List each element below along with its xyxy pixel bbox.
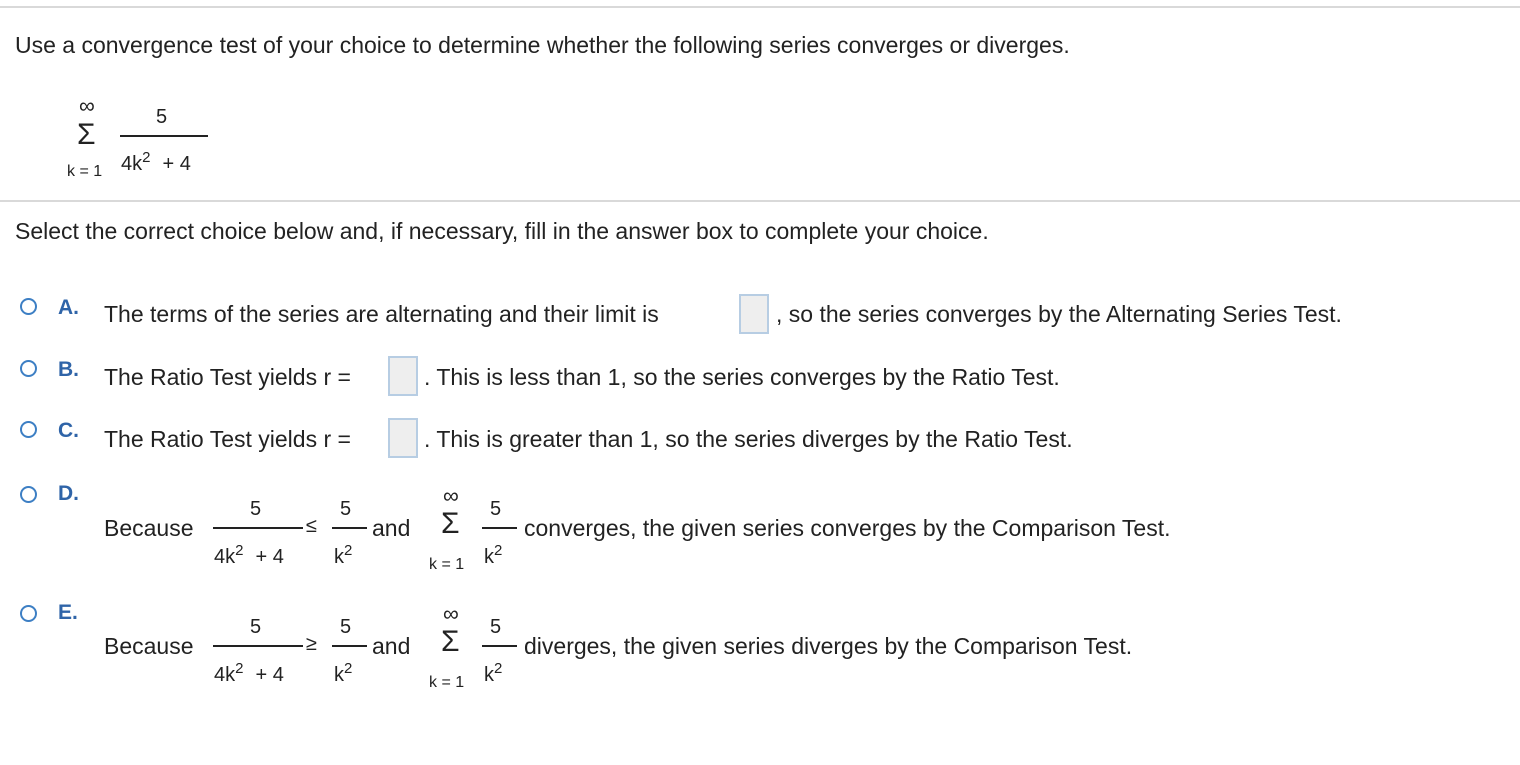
choice-d-frac3-den-base: k bbox=[484, 546, 494, 568]
radio-choice-a[interactable] bbox=[20, 298, 37, 315]
choice-e-frac1-numerator: 5 bbox=[250, 616, 262, 638]
choice-e-because: Because bbox=[104, 633, 194, 659]
choice-e-frac2-denominator bbox=[334, 659, 353, 687]
series-den-tail: + 4 bbox=[162, 153, 191, 175]
series-fraction-bar bbox=[120, 135, 208, 137]
choice-d-and: and bbox=[372, 515, 411, 541]
choice-e-frac3-bar bbox=[482, 645, 517, 647]
choice-e-frac2-bar bbox=[332, 645, 367, 647]
choice-d-letter: D. bbox=[58, 482, 79, 505]
choice-d-frac2-den-exp: 2 bbox=[344, 541, 353, 559]
choice-e-frac1-den-exp: 2 bbox=[235, 659, 244, 677]
choice-e-frac2-den-base: k bbox=[334, 664, 344, 686]
choice-c-text-before: The Ratio Test yields r = bbox=[104, 426, 351, 452]
top-divider bbox=[0, 6, 1520, 8]
choice-e-frac3-den-exp: 2 bbox=[494, 659, 503, 677]
choice-e-frac3-den-base: k bbox=[484, 664, 494, 686]
choice-e-letter: E. bbox=[58, 601, 78, 624]
choice-d-relation: ≤ bbox=[306, 515, 317, 537]
choice-e-frac1-bar bbox=[213, 645, 303, 647]
choice-a-text-before: The terms of the series are alternating and their limit is bbox=[104, 301, 659, 327]
choice-e-relation: ≥ bbox=[306, 633, 317, 655]
choice-d-because: Because bbox=[104, 515, 194, 541]
choice-d-frac2-bar bbox=[332, 527, 367, 529]
choice-d-frac3-den-exp: 2 bbox=[494, 541, 503, 559]
choice-d-frac1-bar bbox=[213, 527, 303, 529]
choice-c-letter: C. bbox=[58, 419, 79, 442]
choice-d-frac1-denominator bbox=[214, 541, 284, 569]
instruction-text: Select the correct choice below and, if necessary, fill in the answer box to complete your choice. bbox=[15, 218, 989, 244]
series-numerator: 5 bbox=[156, 106, 168, 128]
choice-e-and: and bbox=[372, 633, 411, 659]
section-divider bbox=[0, 200, 1520, 202]
choice-d-frac2-denominator bbox=[334, 541, 353, 569]
choice-e-sum-lower: k = 1 bbox=[429, 674, 465, 691]
series-lower-limit: k = 1 bbox=[67, 163, 103, 180]
choice-d-frac1-den-base: 4k bbox=[214, 546, 236, 568]
choice-c-text-after: . This is greater than 1, so the series diverges by the Ratio Test. bbox=[424, 426, 1073, 452]
question-prompt: Use a convergence test of your choice to determine whether the following series converges or diverges. bbox=[15, 32, 1070, 58]
choice-d-frac2-den-base: k bbox=[334, 546, 344, 568]
choice-a-text-after: , so the series converges by the Alternating Series Test. bbox=[776, 301, 1342, 327]
choice-e-conclusion: diverges, the given series diverges by the Comparison Test. bbox=[524, 633, 1133, 659]
choice-e-frac3-numerator: 5 bbox=[490, 616, 502, 638]
series-den-exponent: 2 bbox=[142, 148, 151, 166]
answer-box-b[interactable] bbox=[388, 356, 418, 396]
choice-d-frac1-numerator: 5 bbox=[250, 498, 262, 520]
choice-d-sigma: Σ bbox=[441, 507, 460, 540]
choice-d-frac3-numerator: 5 bbox=[490, 498, 502, 520]
choice-e-frac1-den-base: 4k bbox=[214, 664, 236, 686]
choice-e-sigma: Σ bbox=[441, 625, 460, 658]
choice-e-frac2-numerator: 5 bbox=[340, 616, 352, 638]
choice-d-frac3-denominator bbox=[484, 541, 503, 569]
choice-d-frac2-numerator: 5 bbox=[340, 498, 352, 520]
choice-e-sum-upper: ∞ bbox=[443, 601, 459, 626]
series-den-base: 4k bbox=[121, 153, 143, 175]
radio-choice-d[interactable] bbox=[20, 486, 37, 503]
choice-d-frac1-den-exp: 2 bbox=[235, 541, 244, 559]
choice-e-frac2-den-exp: 2 bbox=[344, 659, 353, 677]
answer-box-a[interactable] bbox=[739, 294, 769, 334]
choice-e-frac1-den-tail: + 4 bbox=[255, 664, 284, 686]
radio-choice-c[interactable] bbox=[20, 421, 37, 438]
choice-d-sum-lower: k = 1 bbox=[429, 556, 465, 573]
choice-d-sum-upper: ∞ bbox=[443, 483, 459, 508]
choice-b-letter: B. bbox=[58, 358, 79, 381]
choice-e-frac1-denominator bbox=[214, 659, 284, 687]
choice-b-text-after: . This is less than 1, so the series converges by the Ratio Test. bbox=[424, 364, 1060, 390]
choice-d-frac3-bar bbox=[482, 527, 517, 529]
radio-choice-e[interactable] bbox=[20, 605, 37, 622]
choice-a-letter: A. bbox=[58, 296, 79, 319]
choice-b-text-before: The Ratio Test yields r = bbox=[104, 364, 351, 390]
choice-e-frac3-denominator bbox=[484, 659, 503, 687]
choice-d-frac1-den-tail: + 4 bbox=[255, 546, 284, 568]
series-denominator bbox=[121, 148, 191, 176]
answer-box-c[interactable] bbox=[388, 418, 418, 458]
radio-choice-b[interactable] bbox=[20, 360, 37, 377]
sigma-symbol: Σ bbox=[77, 118, 96, 151]
choice-d-conclusion: converges, the given series converges by the Comparison Test. bbox=[524, 515, 1171, 541]
series-upper-limit: ∞ bbox=[79, 93, 95, 118]
